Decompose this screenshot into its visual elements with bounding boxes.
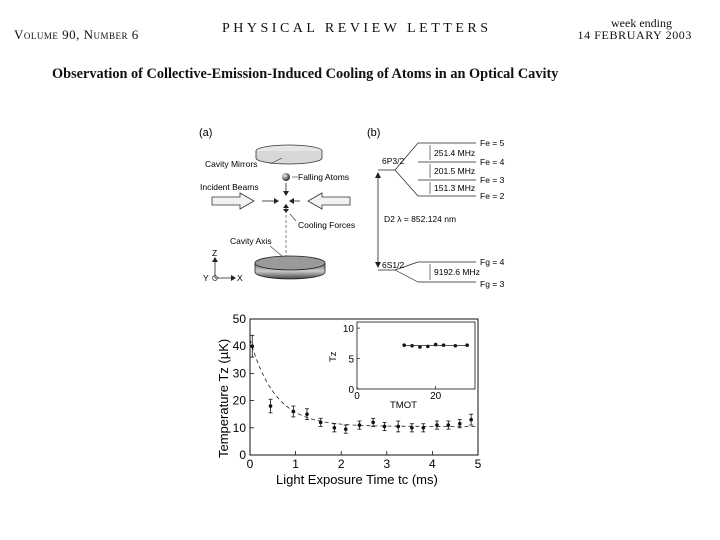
top-mirror [256,145,322,164]
fe4-label: Fe = 4 [480,157,505,167]
inset-y-title: Tz [328,351,339,362]
fg3-label: Fg = 3 [480,279,505,289]
inset-y-tick-label: 10 [342,324,354,336]
upper-state-label: 6P3/2 [382,156,405,166]
fe3-label: Fe = 3 [480,175,505,185]
fe2-label: Fe = 2 [480,191,505,201]
splitting-1: 251.4 MHz [434,148,476,158]
splitting-2: 201.5 MHz [434,166,476,176]
x-tick-label: 4 [429,457,436,471]
figure-a [199,127,355,283]
inset-y-tick-label: 0 [348,385,354,396]
journal-volume: Volume 90, Number 6 [14,27,139,42]
data-point [333,426,337,430]
transition-label: D2 λ = 852.124 nm [384,214,457,224]
journal-name: PHYSICAL REVIEW LETTERS [222,21,492,36]
data-point [396,425,400,429]
right-beam-arrow [308,193,350,209]
y-tick-label: 40 [232,339,246,354]
splitting-3: 151.3 MHz [434,183,476,193]
data-point [447,423,451,427]
inset-y-tick-label: 5 [348,354,354,366]
falling-atom [282,173,290,181]
data-point [319,421,323,425]
inset-x-tick-label: 0 [354,391,360,402]
y-axis-title: Temperature Tz (µK) [216,338,231,458]
x-tick-label: 1 [292,457,299,471]
inset-data-point [442,343,446,347]
paper-title: Observation of Collective-Emission-Induced Cooling of Atoms in an Optical Cavity [52,66,559,82]
inset-data-point [465,343,469,347]
figure-b [367,127,505,289]
bottom-mirror [255,256,325,279]
y-tick-label: 50 [232,312,246,326]
panel-b-label: (b) [367,127,381,139]
incident-beams-label: Incident Beams [200,182,259,192]
panel-a-label: (a) [199,127,213,139]
data-point [371,421,375,425]
y-tick-label: 0 [239,448,246,462]
data-point [358,423,362,427]
issue-date: 14 FEBRUARY 2003 [577,28,692,42]
temperature-chart [216,312,482,487]
coordinate-axes [203,248,243,283]
inset-data-point [426,345,430,349]
y-tick-label: 20 [232,393,246,408]
data-point [269,404,273,408]
data-point [383,425,387,429]
data-point [292,410,296,414]
x-axis-title: Light Exposure Time tc (ms) [276,472,438,487]
inset-x-title: TMOT [390,400,417,411]
inset-data-point [402,343,406,347]
cavity-axis-label: Cavity Axis [230,236,272,246]
lower-state-label: 6S1/2 [382,260,405,270]
data-point [458,422,462,426]
x-tick-label: 0 [246,457,254,471]
x-tick-label: 2 [337,457,345,471]
data-point [469,418,473,422]
left-beam-arrow [212,193,254,209]
axis-z-label: Z [212,248,218,258]
data-point [421,426,425,430]
x-tick-label: 3 [383,457,391,471]
cavity-mirrors-label: Cavity Mirrors [205,159,258,169]
falling-atoms-label: Falling Atoms [298,172,350,182]
y-tick-label: 10 [232,420,246,435]
y-tick-label: 30 [232,366,246,381]
data-point [305,412,309,416]
inset-chart [328,322,475,411]
lower-splitting: 9192.6 MHz [434,267,480,277]
week-ending-label: week ending [611,16,672,30]
cooling-forces-label: Cooling Forces [298,220,356,230]
data-point [410,426,414,430]
data-point [344,427,348,431]
inset-frame [357,322,475,389]
axis-x-label: X [237,273,243,283]
x-tick-label: 5 [474,457,482,471]
axis-y-label: Y [203,273,209,283]
inset-x-tick-label: 20 [430,391,442,402]
data-point [250,344,254,348]
fe5-label: Fe = 5 [480,138,505,148]
fg4-label: Fg = 4 [480,257,505,267]
data-point [435,423,439,427]
